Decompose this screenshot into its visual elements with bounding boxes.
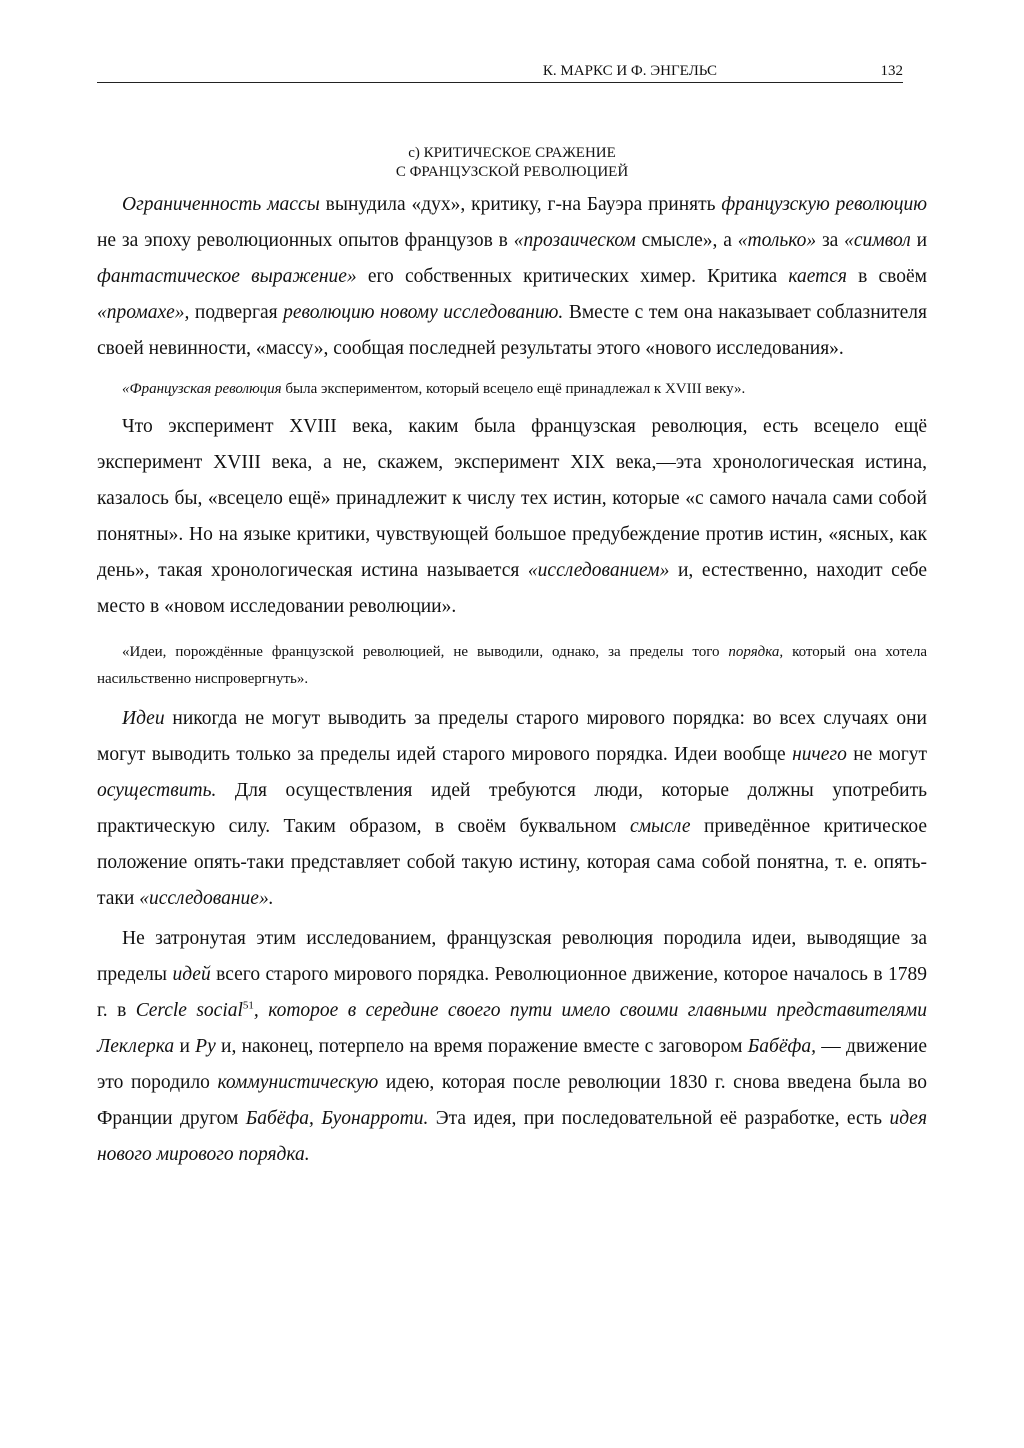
header-author: К. МАРКС И Ф. ЭНГЕЛЬС [542, 63, 718, 79]
paragraph-4: Не затронутая этим исследованием, французская революция породила идеи, выводящие за пределы идей всего старого мирового порядка. Революционное движение, которое началось в 1789 г. в Cercle social$^{51}$, которое в середине своего пути имело своими главными представителями Леклерка и Ру и, наконец, потерпело на время поражение вместе с заговором Бабёфа, — движение это породило коммунистическую идею, которая после революции 1830 г. снова введена была во Франции другом Бабёфа, Буонарроти. Эта идея, при последовательной её разработке, есть идея нового мирового порядка. [97, 928, 928, 1165]
running-header [97, 60, 903, 83]
paragraph-2: Что эксперимент XVIII века, каким была французская революция, есть всецело ещё эксперимент XVIII века, а не, скажем, эксперимент XIX века,—эта хронологическая истина, казалось бы, «всецело ещё» принадлежит к числу тех истин, которые «с самого начала сами собой понятны». Но на языке критики, чувствующей большое предубеждение против истин, «ясных, как день», такая хронологическая истина называется «исследованием» и, естественно, находит себе место в «новом исследовании революции». [97, 416, 927, 617]
section-title [97, 144, 927, 182]
paragraph-1: Ограниченность массы вынудила «дух», критику, г-на Бауэра принять французскую революцию не за эпоху революционных опытов французов в «прозаическом смысле», а «только» за «символ и фантастическое выражение» его собственных критических химер. Критика кается в своём «промахе», подвергая революцию новому исследованию. Вместе с тем она наказывает соблазнителя своей невинности, «массу», сообщая последней результаты этого «нового исследования». [97, 194, 927, 359]
page-number: 132 [880, 63, 903, 79]
quote-1: «Французская революция была экспериментом, который всецело ещё принадлежал к XVIII веку». [122, 381, 746, 397]
paragraph-3: Идеи никогда не могут выводить за пределы старого мирового порядка: во всех случаях они могут выводить только за пределы идей старого мирового порядка. Идеи вообще ничего не могут осуществить. Для осуществления идей требуются люди, которые должны употребить практическую силу. Таким образом, в своём буквальном смысле приведённое критическое положение опять-таки представляет собой такую истину, которая сама собой понятна, т. е. опять-таки «исследование». [97, 708, 927, 909]
section-title-line-2: С ФРАНЦУЗСКОЙ РЕВОЛЮЦИЕЙ [395, 164, 629, 180]
quote-2: «Идеи, порождённые французской революцией, не выводили, однако, за пределы того порядка, который она хотела насильственно ниспровергнуть». [97, 644, 927, 687]
footnote-ref: 51 [242, 999, 254, 1012]
body-text [97, 187, 927, 1177]
section-title-line-1: c) КРИТИЧЕСКОЕ СРАЖЕНИЕ [408, 145, 616, 161]
